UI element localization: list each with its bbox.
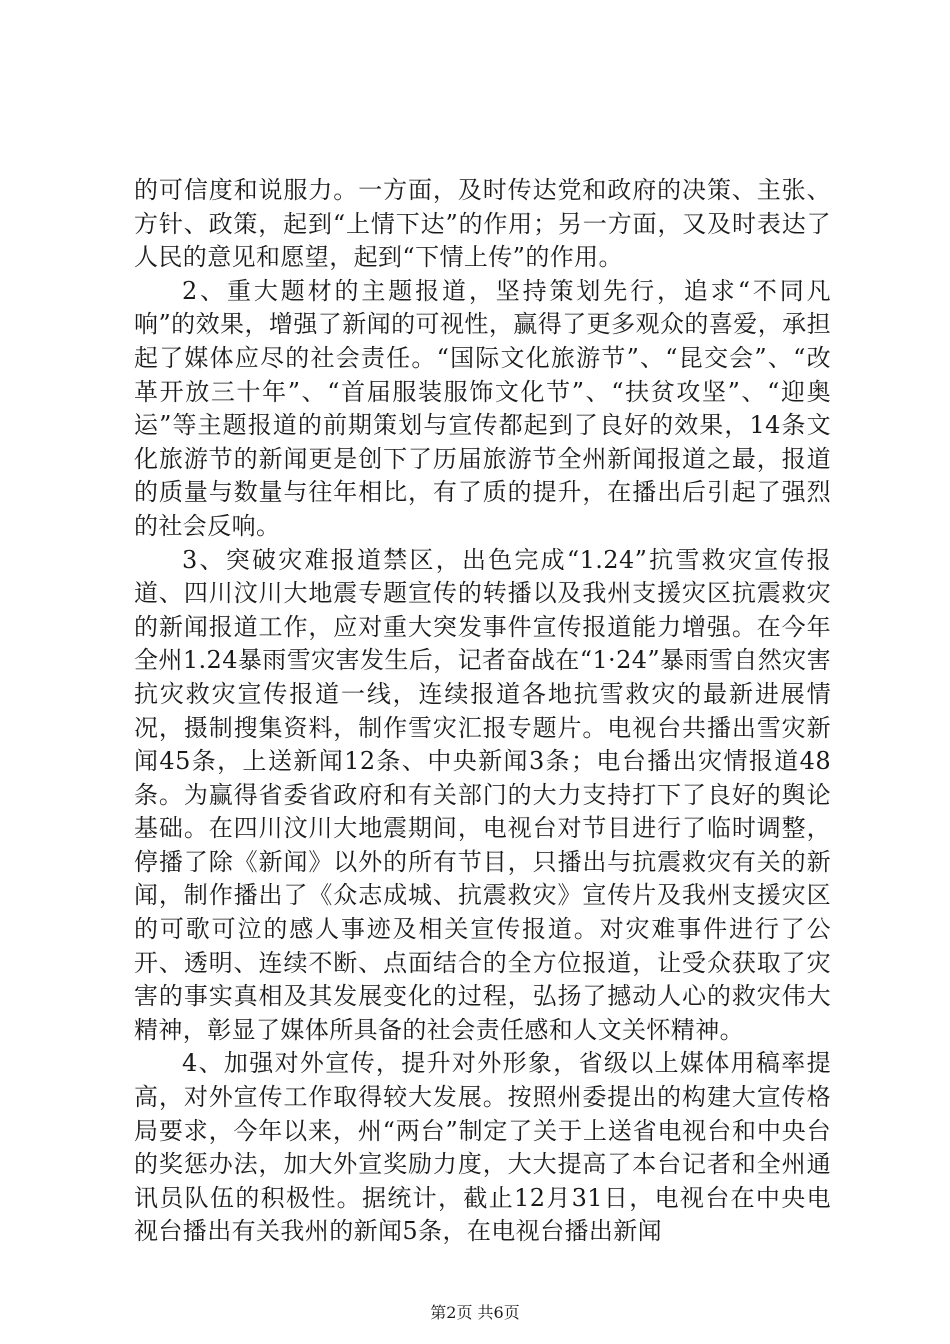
paragraph-continuation: 的可信度和说服力。一方面，及时传达党和政府的决策、主张、方针、政策，起到“上情下达”的作用；另一方面，又及时表达了人民的意见和愿望，起到“下情上传”的作用。 — [134, 176, 831, 272]
document-body — [134, 174, 831, 1249]
paragraph-item-2: 2、重大题材的主题报道，坚持策划先行，追求“不同凡响”的效果，增强了新闻的可视性，赢得了更多观众的喜爱，承担起了媒体应尽的社会责任。“国际文化旅游节”、“昆交会”、“改革开放三十年”、“首届服装服饰文化节”、“扶贫攻坚”、“迎奥运”等主题报道的前期策划与宣传都起到了良好的效果，14条文化旅游节的新闻更是创下了历届旅游节全州新闻报道之最，报道的质量与数量与往年相比，有了质的提升，在播出后引起了强烈的社会反响。 — [134, 276, 831, 540]
paragraph-item-4: 4、加强对外宣传，提升对外形象，省级以上媒体用稿率提高，对外宣传工作取得较大发展。按照州委提出的构建大宣传格局要求，今年以来，州“两台”制定了关于上送省电视台和中央台的奖惩办法，加大外宣奖励力度，大大提高了本台记者和全州通讯员队伍的积极性。据统计，截止12月31日，电视台在中央电视台播出有关我州的新闻5条，在电视台播出新闻 — [134, 1049, 831, 1246]
paragraph-item-3: 3、突破灾难报道禁区，出色完成“1.24”抗雪救灾宣传报道、四川汶川大地震专题宣传的转播以及我州支援灾区抗震救灾的新闻报道工作，应对重大突发事件宣传报道能力增强。在今年全州1.24暴雨雪灾害发生后，记者奋战在“1·24”暴雨雪自然灾害抗灾救灾宣传报道一线，连续报道各地抗雪救灾的最新进展情况，摄制搜集资料，制作雪灾汇报专题片。电视台共播出雪灾新闻45条，上送新闻12条、中央新闻3条；电台播出灾情报道48条。为赢得省委省政府和有关部门的大力支持打下了良好的舆论基础。在四川汶川大地震期间，电视台对节目进行了临时调整，停播了除《新闻》以外的所有节目，只播出与抗震救灾有关的新闻，制作播出了《众志成城、抗震救灾》宣传片及我州支援灾区的可歌可泣的感人事迹及相关宣传报道。对灾难事件进行了公开、透明、连续不断、点面结合的全方位报道，让受众获取了灾害的事实真相及其发展变化的过程，弘扬了撼动人心的救灾伟大精神，彰显了媒体所具备的社会责任感和人文关怀精神。 — [134, 545, 831, 1044]
page-footer: 第2页 共6页 — [430, 1303, 520, 1322]
